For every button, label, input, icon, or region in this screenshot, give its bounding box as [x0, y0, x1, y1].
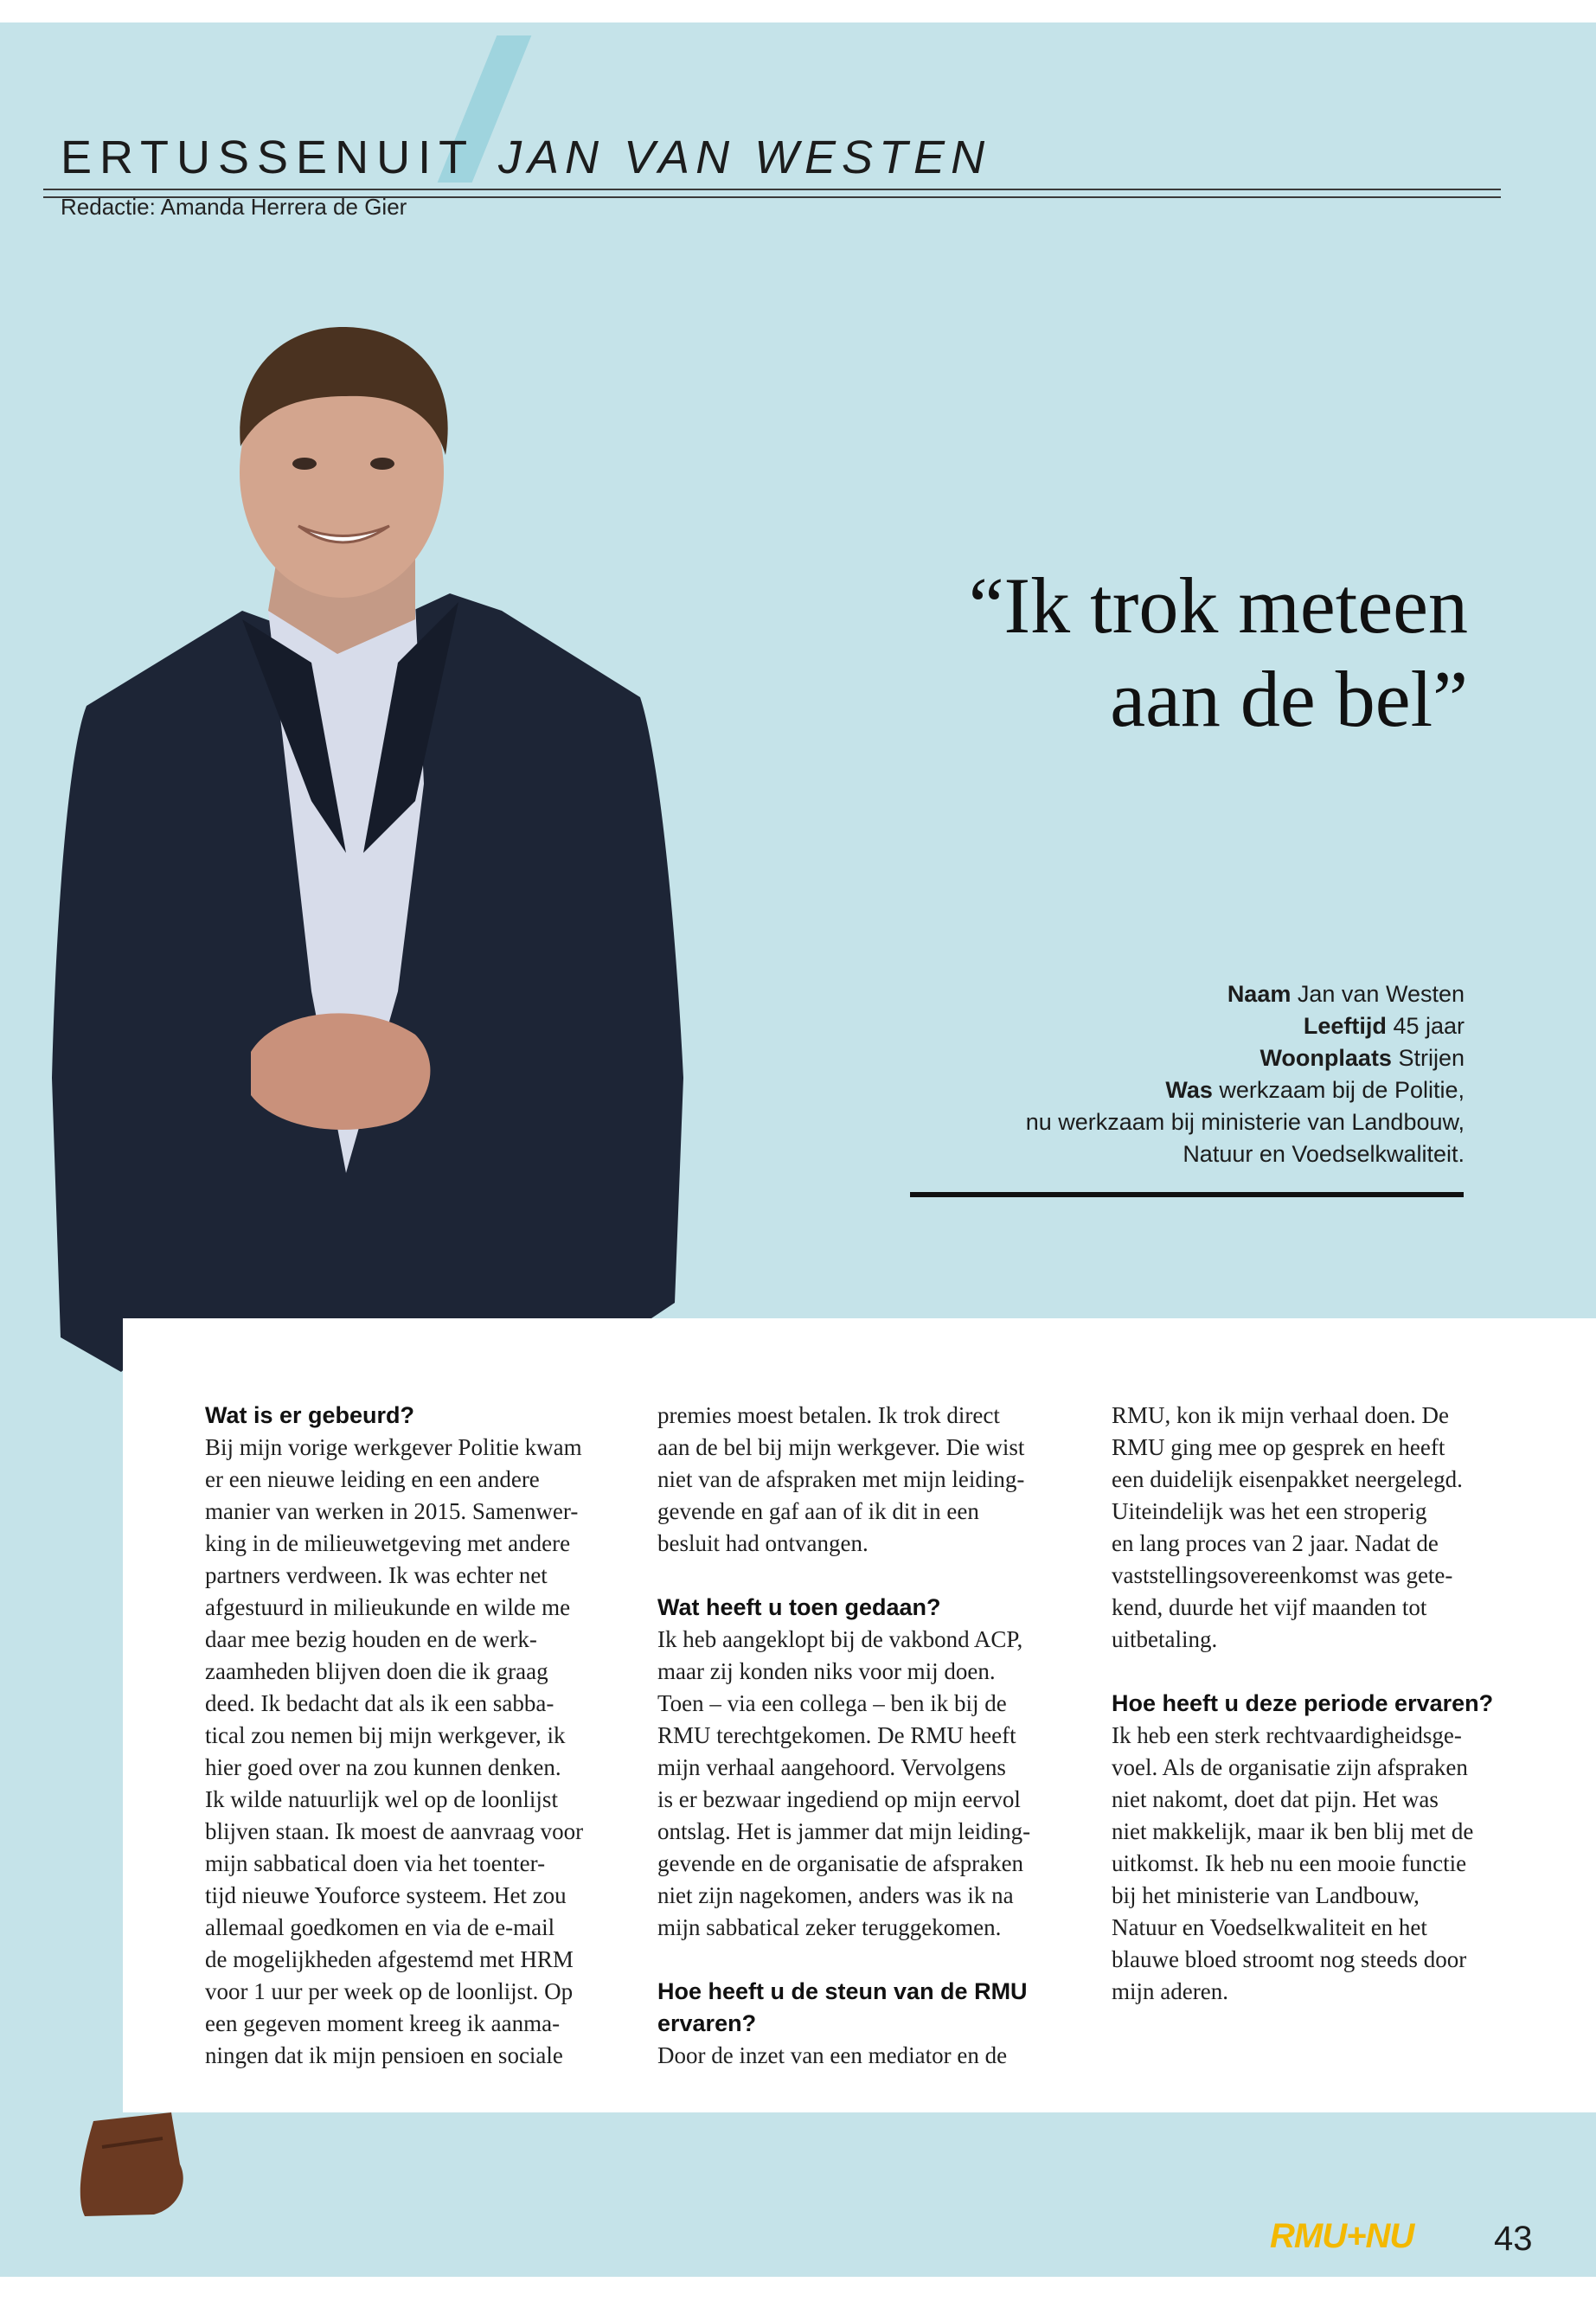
answer-paragraph: RMU, kon ik mijn verhaal doen. De RMU ging mee op gesprek en heeft een duidelijk eisenpakket neergelegd. Uiteindelijk was het een stroperig en lang proces van 2 jaar. Nadat de vaststellingsovereenkomst was gete- kend, duurde het vijf maanden tot uitbetaling.	[1112, 1402, 1463, 1652]
article-card	[123, 1318, 1596, 2112]
answer-paragraph: Ik heb een sterk rechtvaardigheidsge- voel. Als de organisatie zijn afspraken niet nakomt, doet dat pijn. Het was niet makkelijk, maar ik ben blij met de uitkomst. Ik heb nu een mooie functie bij het ministerie van Landbouw, Natuur en Voedselkwaliteit en het blauwe bloed stroomt nog steeds door mijn aderen.	[1112, 1722, 1474, 2004]
answer-paragraph: Bij mijn vorige werkgever Politie kwam er een nieuwe leiding en een andere manier van werken in 2015. Samenwer- king in de milieuwetgeving met andere partners verdween. Ik was echter net afgestuurd in milieukunde en wilde me daar mee bezig houden en de werk- zaamheden blijven doen die ik graag deed. Ik bedacht dat als ik een sabba- tical zou nemen bij mijn werkgever, ik hier goed over na zou kunnen denken. Ik wilde natuurlijk wel op de loonlijst blijven staan. Ik moest de aanvraag voor mijn sabbatical doen via het toenter- tijd nieuwe Youforce systeem. Het zou allemaal goedkomen en via de e-mail de mogelijkheden afgestemd met HRM voor 1 uur per week op de loonlijst. Op een gegeven moment kreeg ik aanma- ningen dat ik mijn pensioen en sociale	[205, 1434, 584, 2068]
question-heading: Wat heeft u toen gedaan?	[657, 1594, 941, 1620]
facts-rule	[910, 1192, 1464, 1197]
fact-row: Leeftijd 45 jaar	[1303, 1013, 1465, 1039]
answer-paragraph: premies moest betalen. Ik trok direct aan de bel bij mijn werkgever. Die wist niet van de afspraken met mijn leiding- gevende en gaf aan of ik dit in een besluit had ontvangen.	[657, 1402, 1025, 1556]
fact-row: nu werkzaam bij ministerie van Landbouw,	[1025, 1109, 1465, 1135]
article-column-1	[205, 1400, 638, 2072]
fact-row: Woonplaats Strijen	[1259, 1045, 1465, 1071]
interviewee-name-heading: JAN VAN WESTEN	[498, 131, 991, 183]
fact-row: Was werkzaam bij de Politie,	[1165, 1077, 1465, 1103]
question-heading: Wat is er gebeurd?	[205, 1402, 415, 1428]
hands-shape	[251, 1013, 430, 1130]
answer-paragraph: Ik heb aangeklopt bij de vakbond ACP, maar zij konden niks voor mij doen. Toen – via een collega – ben ik bij de RMU terechtgekomen. De RMU heeft mijn verhaal aangehoord. Vervolgens is er bezwaar ingediend op mijn eervol ontslag. Het is jammer dat mijn leiding- gevende en de organisatie de afspraken niet zijn nagekomen, anders was ik na mijn sabbatical zeker teruggekomen.	[657, 1626, 1031, 1940]
facts-box	[1026, 978, 1465, 1170]
question-heading: Hoe heeft u de steun van de RMU ervaren?	[657, 1978, 1028, 2036]
pull-quote	[969, 559, 1468, 746]
article-column-2	[657, 1400, 1090, 2072]
article-column-3	[1112, 1400, 1544, 2008]
page-header	[61, 105, 1566, 183]
header-rule-top	[43, 189, 1501, 190]
pull-quote-line-2: aan de bel”	[1110, 655, 1468, 743]
pull-quote-line-1: “Ik trok meteen	[968, 561, 1468, 650]
page-number: 43	[1494, 2220, 1533, 2258]
magazine-page	[0, 22, 1596, 2277]
question-heading: Hoe heeft u deze periode ervaren?	[1112, 1690, 1494, 1716]
shoe-image	[76, 2112, 206, 2221]
rmu-nu-logo: RMU+NU	[1270, 2217, 1414, 2255]
answer-paragraph: Door de inzet van een mediator en de	[657, 2042, 1008, 2068]
fact-row: Natuur en Voedselkwaliteit.	[1183, 1141, 1465, 1167]
byline: Redactie: Amanda Herrera de Gier	[61, 194, 407, 220]
section-title: ERTUSSENUIT	[61, 131, 476, 183]
fact-row: Naam Jan van Westen	[1227, 981, 1465, 1007]
